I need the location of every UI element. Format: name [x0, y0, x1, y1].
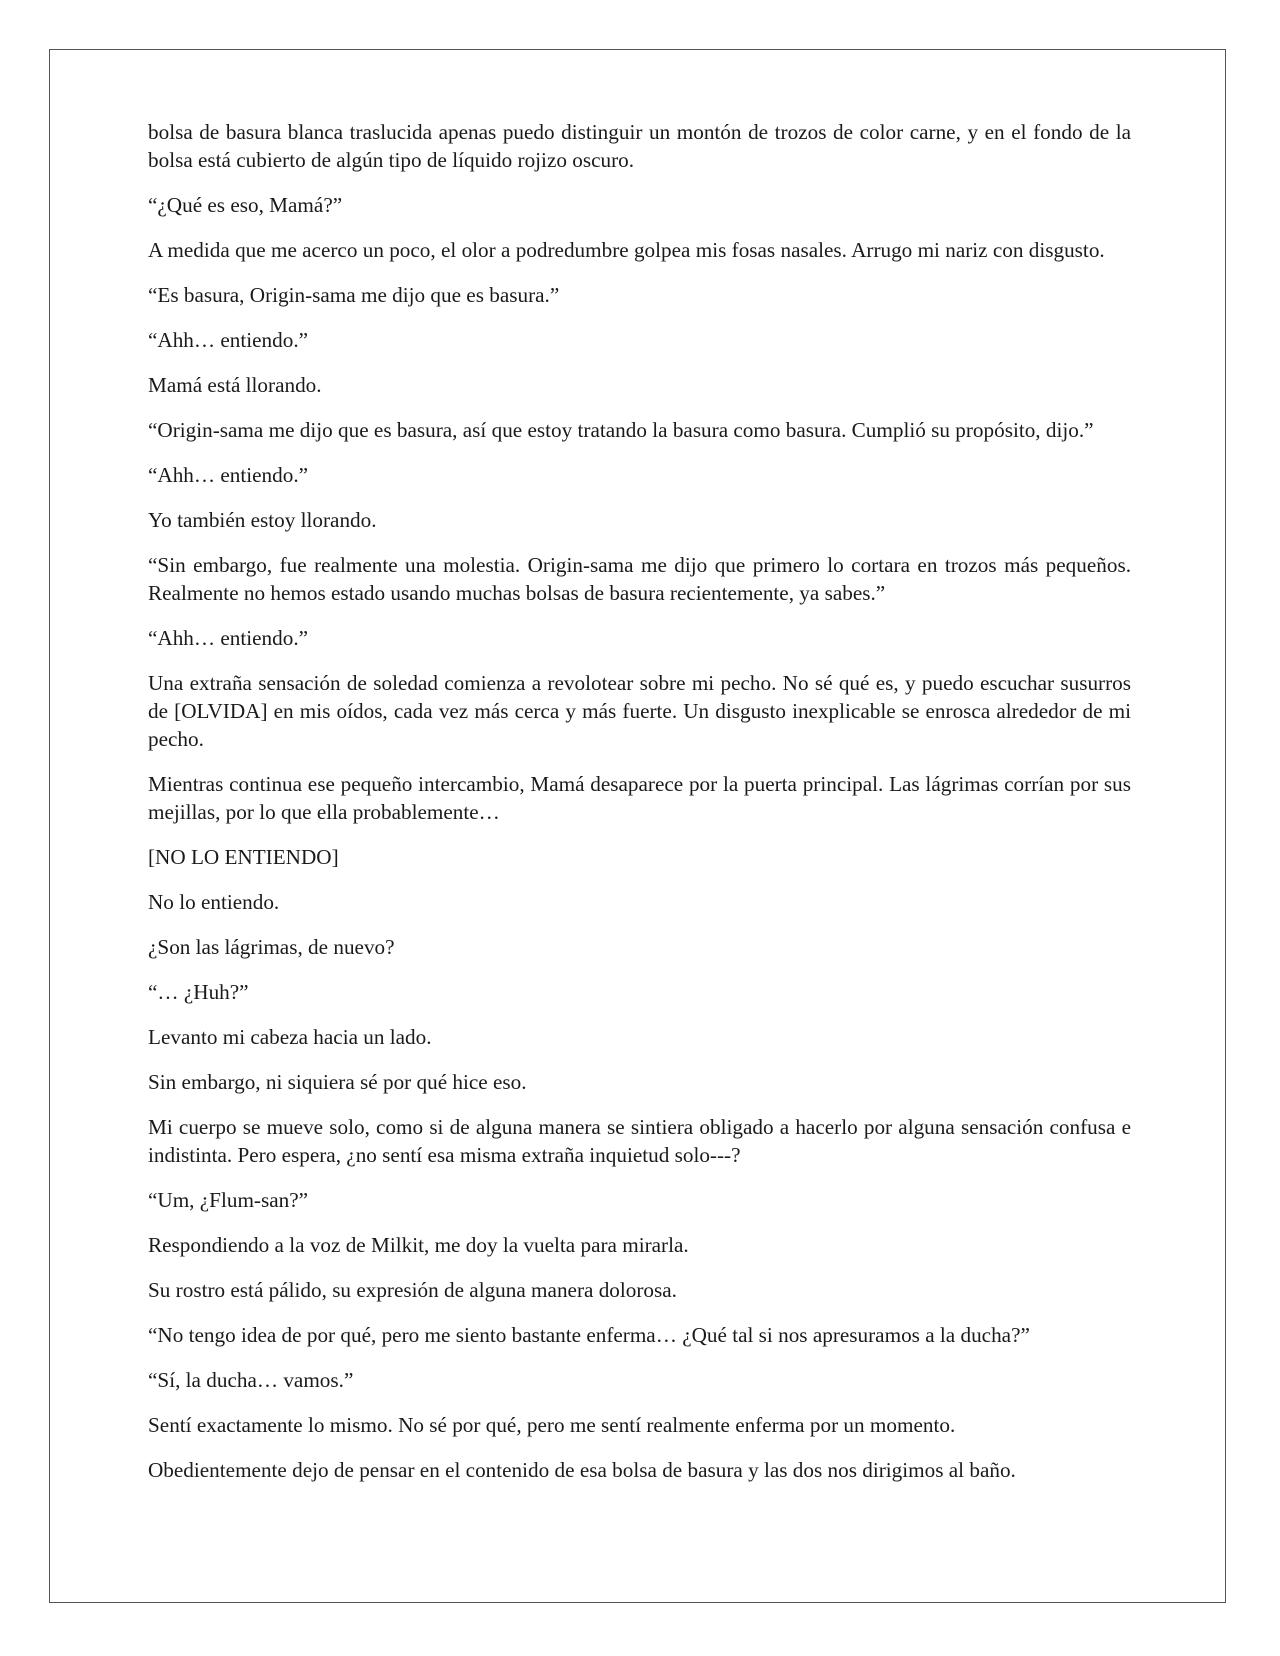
paragraph: Su rostro está pálido, su expresión de alguna manera dolorosa. [148, 1278, 677, 1302]
paragraph: “Um, ¿Flum-san?” [148, 1188, 309, 1212]
paragraph: Obedientemente dejo de pensar en el contenido de esa bolsa de basura y las dos nos dirigimos al baño. [148, 1458, 1016, 1482]
paragraph: A medida que me acerco un poco, el olor a podredumbre golpea mis fosas nasales. Arrugo mi nariz con disgusto. [148, 238, 1105, 262]
paragraph: [NO LO ENTIENDO] [148, 845, 339, 869]
paragraph: Mamá está llorando. [148, 373, 322, 397]
paragraph: “Ahh… entiendo.” [148, 328, 309, 352]
paragraph: “Origin-sama me dijo que es basura, así que estoy tratando la basura como basura. Cumplió su propósito, dijo.” [148, 418, 1094, 442]
paragraph: Respondiendo a la voz de Milkit, me doy la vuelta para mirarla. [148, 1233, 689, 1257]
paragraph: “Sin embargo, fue realmente una molestia. Origin-sama me dijo que primero lo cortara en trozos más pequeños. Realmente no hemos estado usando muchas bolsas de basura recientemente, ya sabes.” [148, 553, 1131, 605]
paragraph: bolsa de basura blanca traslucida apenas puedo distinguir un montón de trozos de color carne, y en el fondo de la bolsa está cubierto de algún tipo de líquido rojizo oscuro. [148, 120, 1131, 172]
paragraph: “No tengo idea de por qué, pero me siento bastante enferma… ¿Qué tal si nos apresuramos a la ducha?” [148, 1323, 1030, 1347]
paragraph: ¿Son las lágrimas, de nuevo? [148, 935, 395, 959]
paragraph: “Ahh… entiendo.” [148, 626, 309, 650]
paragraph: “Ahh… entiendo.” [148, 463, 309, 487]
paragraph: Una extraña sensación de soledad comienza a revolotear sobre mi pecho. No sé qué es, y puedo escuchar susurros de [OLVIDA] en mis oídos, cada vez más cerca y más fuerte. Un disgusto inexplicable se enrosca alrededor de mi pecho. [148, 671, 1131, 751]
paragraph: Mi cuerpo se mueve solo, como si de alguna manera se sintiera obligado a hacerlo por alguna sensación confusa e indistinta. Pero espera, ¿no sentí esa misma extraña inquietud solo---? [148, 1115, 1131, 1167]
paragraph: Sin embargo, ni siquiera sé por qué hice eso. [148, 1070, 527, 1094]
paragraph: “Sí, la ducha… vamos.” [148, 1368, 354, 1392]
paragraph: Sentí exactamente lo mismo. No sé por qué, pero me sentí realmente enferma por un momento. [148, 1413, 956, 1437]
paragraph: Levanto mi cabeza hacia un lado. [148, 1025, 432, 1049]
paragraph: Mientras continua ese pequeño intercambio, Mamá desaparece por la puerta principal. Las lágrimas corrían por sus mejillas, por lo que ella probablemente… [148, 772, 1131, 824]
paragraph: “Es basura, Origin-sama me dijo que es basura.” [148, 283, 560, 307]
paragraph: Yo también estoy llorando. [148, 508, 377, 532]
paragraph: “… ¿Huh?” [148, 980, 249, 1004]
document-body [148, 118, 1131, 1501]
paragraph: No lo entiendo. [148, 890, 280, 914]
paragraph: “¿Qué es eso, Mamá?” [148, 193, 343, 217]
